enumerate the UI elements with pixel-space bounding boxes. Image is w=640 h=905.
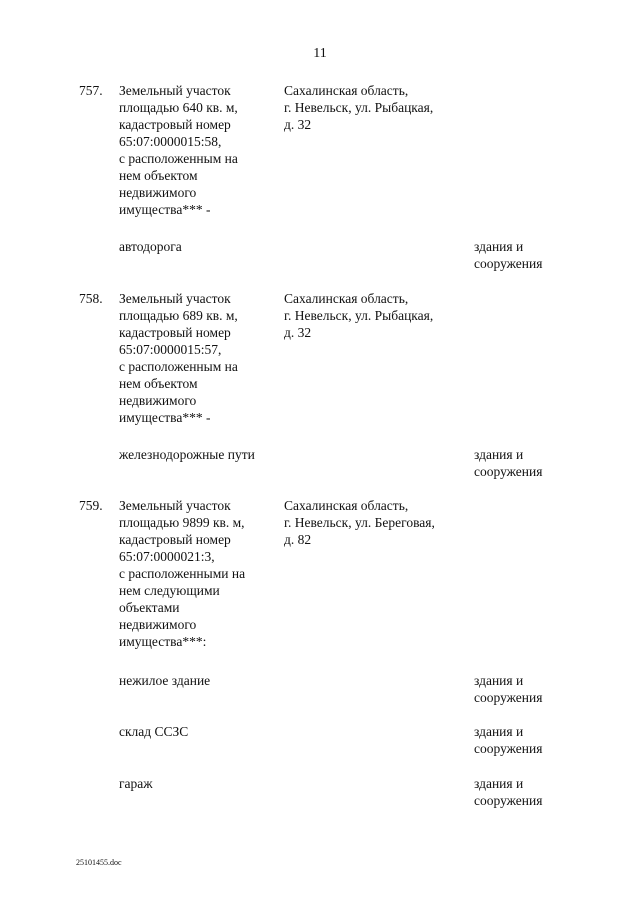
address-line: д. 32	[284, 117, 312, 132]
description-line: нем объектом	[119, 376, 198, 391]
object-category	[474, 723, 584, 757]
entry-description	[119, 82, 279, 218]
entry-address	[284, 82, 469, 133]
description-line: площадью 689 кв. м,	[119, 308, 238, 323]
description-line: недвижимого	[119, 185, 197, 200]
entry-address	[284, 290, 469, 341]
document-filename: 25101455.doc	[76, 858, 122, 867]
category-line: здания и	[474, 724, 524, 739]
entry-address	[284, 497, 469, 548]
category-line: сооружения	[474, 256, 543, 271]
category-line: здания и	[474, 673, 524, 688]
category-line: здания и	[474, 447, 524, 462]
address-line: г. Невельск, ул. Рыбацкая,	[284, 308, 434, 323]
category-line: сооружения	[474, 741, 543, 756]
object-name: автодорога	[119, 239, 182, 254]
object-category	[474, 238, 584, 272]
description-line: с расположенным на	[119, 359, 238, 374]
description-line: площадью 9899 кв. м,	[119, 515, 245, 530]
object-name: гараж	[119, 776, 153, 791]
category-line: здания и	[474, 776, 524, 791]
description-line: Земельный участок	[119, 498, 231, 513]
object-name: железнодорожные пути	[119, 447, 255, 462]
description-line: 65:07:0000015:58,	[119, 134, 222, 149]
category-line: сооружения	[474, 793, 543, 808]
object-name: нежилое здание	[119, 673, 211, 688]
description-line: кадастровый номер	[119, 117, 231, 132]
entry-description	[119, 497, 279, 650]
entry-number: 759.	[79, 498, 103, 513]
description-line: нем объектом	[119, 168, 198, 183]
description-line: 65:07:0000015:57,	[119, 342, 222, 357]
object-category	[474, 775, 584, 809]
object-name: склад ССЗС	[119, 724, 189, 739]
description-line: с расположенными на	[119, 566, 246, 581]
description-line: 65:07:0000021:3,	[119, 549, 215, 564]
description-line: с расположенным на	[119, 151, 238, 166]
entry-number: 757.	[79, 83, 103, 98]
description-line: недвижимого	[119, 393, 197, 408]
object-category	[474, 446, 584, 480]
address-line: д. 82	[284, 532, 312, 547]
entry-description	[119, 290, 279, 426]
description-line: Земельный участок	[119, 83, 231, 98]
description-line: объектами	[119, 600, 180, 615]
page-number: 11	[313, 46, 327, 61]
entry-number: 758.	[79, 291, 103, 306]
address-line: г. Невельск, ул. Береговая,	[284, 515, 435, 530]
description-line: кадастровый номер	[119, 325, 231, 340]
address-line: д. 32	[284, 325, 312, 340]
category-line: сооружения	[474, 464, 543, 479]
address-line: Сахалинская область,	[284, 291, 409, 306]
description-line: кадастровый номер	[119, 532, 231, 547]
object-category	[474, 672, 584, 706]
address-line: Сахалинская область,	[284, 498, 409, 513]
description-line: площадью 640 кв. м,	[119, 100, 238, 115]
address-line: Сахалинская область,	[284, 83, 409, 98]
description-line: имущества*** -	[119, 410, 211, 425]
category-line: сооружения	[474, 690, 543, 705]
description-line: недвижимого	[119, 617, 197, 632]
description-line: имущества***:	[119, 634, 207, 649]
address-line: г. Невельск, ул. Рыбацкая,	[284, 100, 434, 115]
category-line: здания и	[474, 239, 524, 254]
description-line: Земельный участок	[119, 291, 231, 306]
description-line: имущества*** -	[119, 202, 211, 217]
description-line: нем следующими	[119, 583, 220, 598]
